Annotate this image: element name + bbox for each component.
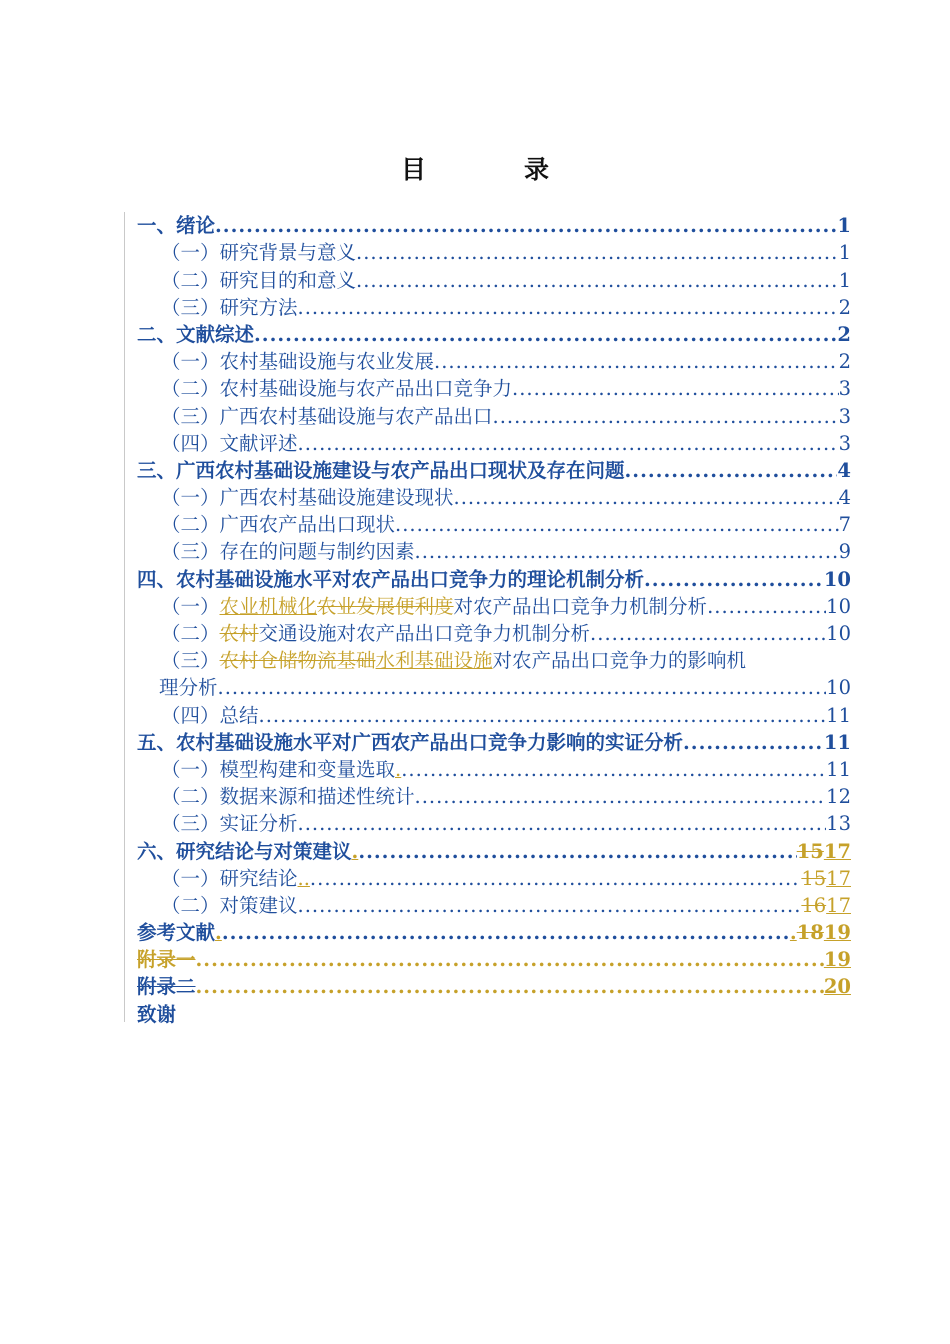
toc-entry-label [137,457,625,484]
leader-dots [298,810,827,837]
leader-dots [415,538,839,565]
toc-entry-text: 参考文献 [137,921,216,945]
leader-dots [401,756,826,783]
toc-entry[interactable] [137,729,851,756]
toc-entry[interactable] [137,701,851,728]
toc-entry-label [161,403,493,430]
leader-dots [196,973,824,1000]
leader-dots [358,838,796,865]
leader-dots [590,620,826,647]
leader-dots [493,403,839,430]
page-number: 11 [826,703,851,727]
toc-entry-label [137,946,196,973]
page-number: 10 [826,622,851,645]
toc-entry-label [137,212,215,239]
toc-entry-label [137,566,644,593]
toc-entry-text: （一）广西农村基础设施建设现状 [161,486,454,510]
toc-entry[interactable] [137,810,851,837]
inserted-page-number: 19 [823,948,851,972]
toc-entry-label [161,267,356,294]
toc-entry[interactable] [137,402,851,429]
toc-entry-label [137,321,254,348]
toc-entry-label [161,865,310,892]
toc-title [0,150,950,186]
deleted-page-number: 15 [801,866,827,890]
inserted-page-number: 17 [826,866,851,890]
toc-entry-text: 二、文献综述 [137,322,255,346]
toc-title-char-2: 录 [524,155,550,184]
toc-entry-label [161,511,395,538]
toc-entry[interactable] [137,837,851,864]
toc-entry-label [161,756,401,783]
page-number [824,946,851,973]
toc-entry-label [161,647,746,674]
page-number [801,892,851,919]
toc-entry-label [161,593,707,620]
toc-entry-text: （二）研究目的和意义 [161,268,357,292]
page-number: 12 [826,785,851,809]
page-number: 11 [823,730,851,754]
inserted-mark: . [395,757,402,781]
toc-entry-text: （一）农村基础设施与农业发展 [161,350,435,374]
toc-entry-text: 三、广西农村基础设施建设与农产品出口现状及存在问题 [137,458,625,482]
toc-entry[interactable] [137,593,851,620]
toc-entry-label [161,348,434,375]
toc-entry-text: 交通设施对农产品出口竞争力机制分析 [258,622,591,645]
toc-entry-label [161,538,415,565]
toc-entry-label [161,375,512,402]
toc-entry[interactable] [137,348,851,375]
toc-entry-number: （二） [161,622,220,645]
page-number: 3 [838,404,851,428]
toc-entry[interactable] [137,484,851,511]
leader-dots [298,892,802,919]
toc-entry-text: 五、农村基础设施水平对广西农产品出口竞争力影响的实证分析 [137,730,684,754]
page-number: 4 [838,486,851,510]
toc-entry-text: 致谢 [137,1002,177,1026]
leader-dots [196,946,824,973]
toc-entry-label [161,620,590,647]
toc-entry-text: （一）研究背景与意义 [161,241,357,265]
inserted-page-number: 17 [826,893,851,917]
leader-dots [625,457,838,484]
page-number: 9 [838,540,851,564]
toc-entry[interactable] [137,375,851,402]
toc-entry-continuation[interactable] [137,674,851,701]
leader-dots [215,212,837,239]
inserted-mark: .. [297,866,310,890]
leader-dots [254,321,837,348]
toc-entry-text: （二）对策建议 [161,893,298,917]
toc-entry-text: （三）广西农村基础设施与农产品出口 [161,404,493,428]
leader-dots [644,566,824,593]
toc-entry[interactable] [137,538,851,565]
inserted-page-number: 17 [823,839,851,863]
page-number: 2 [838,295,851,319]
inserted-page-number: 20 [823,975,851,999]
leader-dots [259,702,827,729]
page-number [790,919,851,946]
page-number: 1 [838,241,851,265]
leader-dots [434,348,839,375]
toc-entry-label [137,973,196,1000]
toc-entry[interactable] [137,457,851,484]
leader-dots [707,593,826,620]
revision-bar [124,212,125,1022]
toc-entry-text: （三）实证分析 [161,812,298,836]
toc-entry-text: 对农产品出口竞争力机制分析 [453,594,708,618]
toc-entry-label [137,919,222,946]
deleted-text: 农村 [219,622,259,645]
leader-dots [454,484,839,511]
toc-entry[interactable] [137,865,851,892]
toc-entry-text: 六、研究结论与对策建议 [137,839,352,863]
toc-entry-label [161,294,298,321]
toc-entry-text: 一、绪论 [137,214,216,238]
toc-entry[interactable] [137,919,851,946]
toc-entry-label [137,1001,176,1028]
toc-entry-text: （二）广西农产品出口现状 [161,513,396,537]
toc-entry[interactable] [137,565,851,592]
toc-entry[interactable] [137,266,851,293]
page-number: 2 [838,350,851,374]
toc-entry[interactable] [137,783,851,810]
toc-entry-label [161,810,298,837]
page-number: 13 [826,812,851,836]
toc-entry-number: （三） [161,649,220,673]
toc-entry-text: 对农产品出口竞争力的影响机 [492,649,747,673]
inserted-page-number: 19 [823,921,851,945]
leader-dots [512,375,839,402]
toc-entry[interactable] [137,973,851,1000]
page-number: 1 [837,214,851,238]
toc-entry-text: （一）模型构建和变量选取 [161,757,396,781]
inserted-mark: . [215,921,222,945]
page-number [824,973,851,1000]
page-number: 11 [826,757,851,781]
toc-entry[interactable] [137,620,851,647]
inserted-mark: . [351,839,359,863]
toc-entry-label [161,484,454,511]
page-number: 2 [837,322,851,346]
toc-entry-text: （一）研究结论 [161,866,298,890]
leader-dots [395,511,839,538]
page-number: 10 [823,567,851,591]
deleted-page-number: 18 [796,921,824,945]
toc-entry[interactable] [137,756,851,783]
toc-entry-text: 理分析 [159,676,218,700]
leader-dots [356,267,839,294]
leader-dots [218,674,827,701]
deleted-text: 农业发展便利度 [317,594,454,618]
toc-entry[interactable] [137,212,851,239]
page-number [797,838,851,865]
toc-entry-text: （三）研究方法 [161,295,298,319]
leader-dots [298,430,839,457]
page-number: 4 [837,458,851,482]
leader-dots [356,239,839,266]
toc-entry[interactable] [137,946,851,973]
leader-dots [310,865,801,892]
toc-entry-text: （四）文献评述 [161,431,298,455]
toc-entry-label [161,430,298,457]
toc-entry[interactable] [137,1000,851,1027]
leader-dots [415,783,827,810]
toc-entry-text: 附录二 [137,975,196,999]
toc-entry[interactable] [137,647,851,674]
toc-entry[interactable] [137,430,851,457]
page-number: 1 [838,268,851,292]
leader-dots [298,294,839,321]
toc-entry[interactable] [137,511,851,538]
toc-entry-text: （三）存在的问题与制约因素 [161,540,415,564]
toc-entry-label [161,892,298,919]
inserted-mark: . [789,921,797,945]
deleted-page-number: 15 [796,839,824,863]
toc-entry-text: 四、农村基础设施水平对农产品出口竞争力的理论机制分析 [137,567,645,591]
deleted-text: 农村仓储物流基础 [219,649,376,673]
toc-entry[interactable] [137,294,851,321]
inserted-text: 农业机械化 [219,594,318,618]
toc-entry-label [161,239,356,266]
page-number: 10 [826,676,851,700]
toc-entry-text: （四）总结 [161,703,259,727]
toc-entry-label [137,729,683,756]
table-of-contents [137,212,851,1028]
toc-entry[interactable] [137,321,851,348]
toc-title-char-1: 目 [400,155,426,184]
toc-entry-text: （二）数据来源和描述性统计 [161,785,415,809]
page-number: 7 [838,513,851,537]
page-number: 3 [838,377,851,401]
toc-entry-number: （一） [161,594,220,618]
leader-dots [683,729,824,756]
toc-entry-text: （二）农村基础设施与农产品出口竞争力 [161,377,513,401]
toc-entry-label [161,783,415,810]
inserted-text: 水利基础设施 [375,649,493,673]
page-number [801,865,851,892]
toc-entry-label [161,702,259,729]
page-number: 10 [826,594,851,618]
deleted-page-number: 16 [801,893,827,917]
toc-entry[interactable] [137,892,851,919]
page-number: 3 [838,431,851,455]
toc-entry-label [137,838,358,865]
toc-entry[interactable] [137,239,851,266]
leader-dots [222,919,790,946]
toc-entry-text: 附录一 [137,948,196,972]
